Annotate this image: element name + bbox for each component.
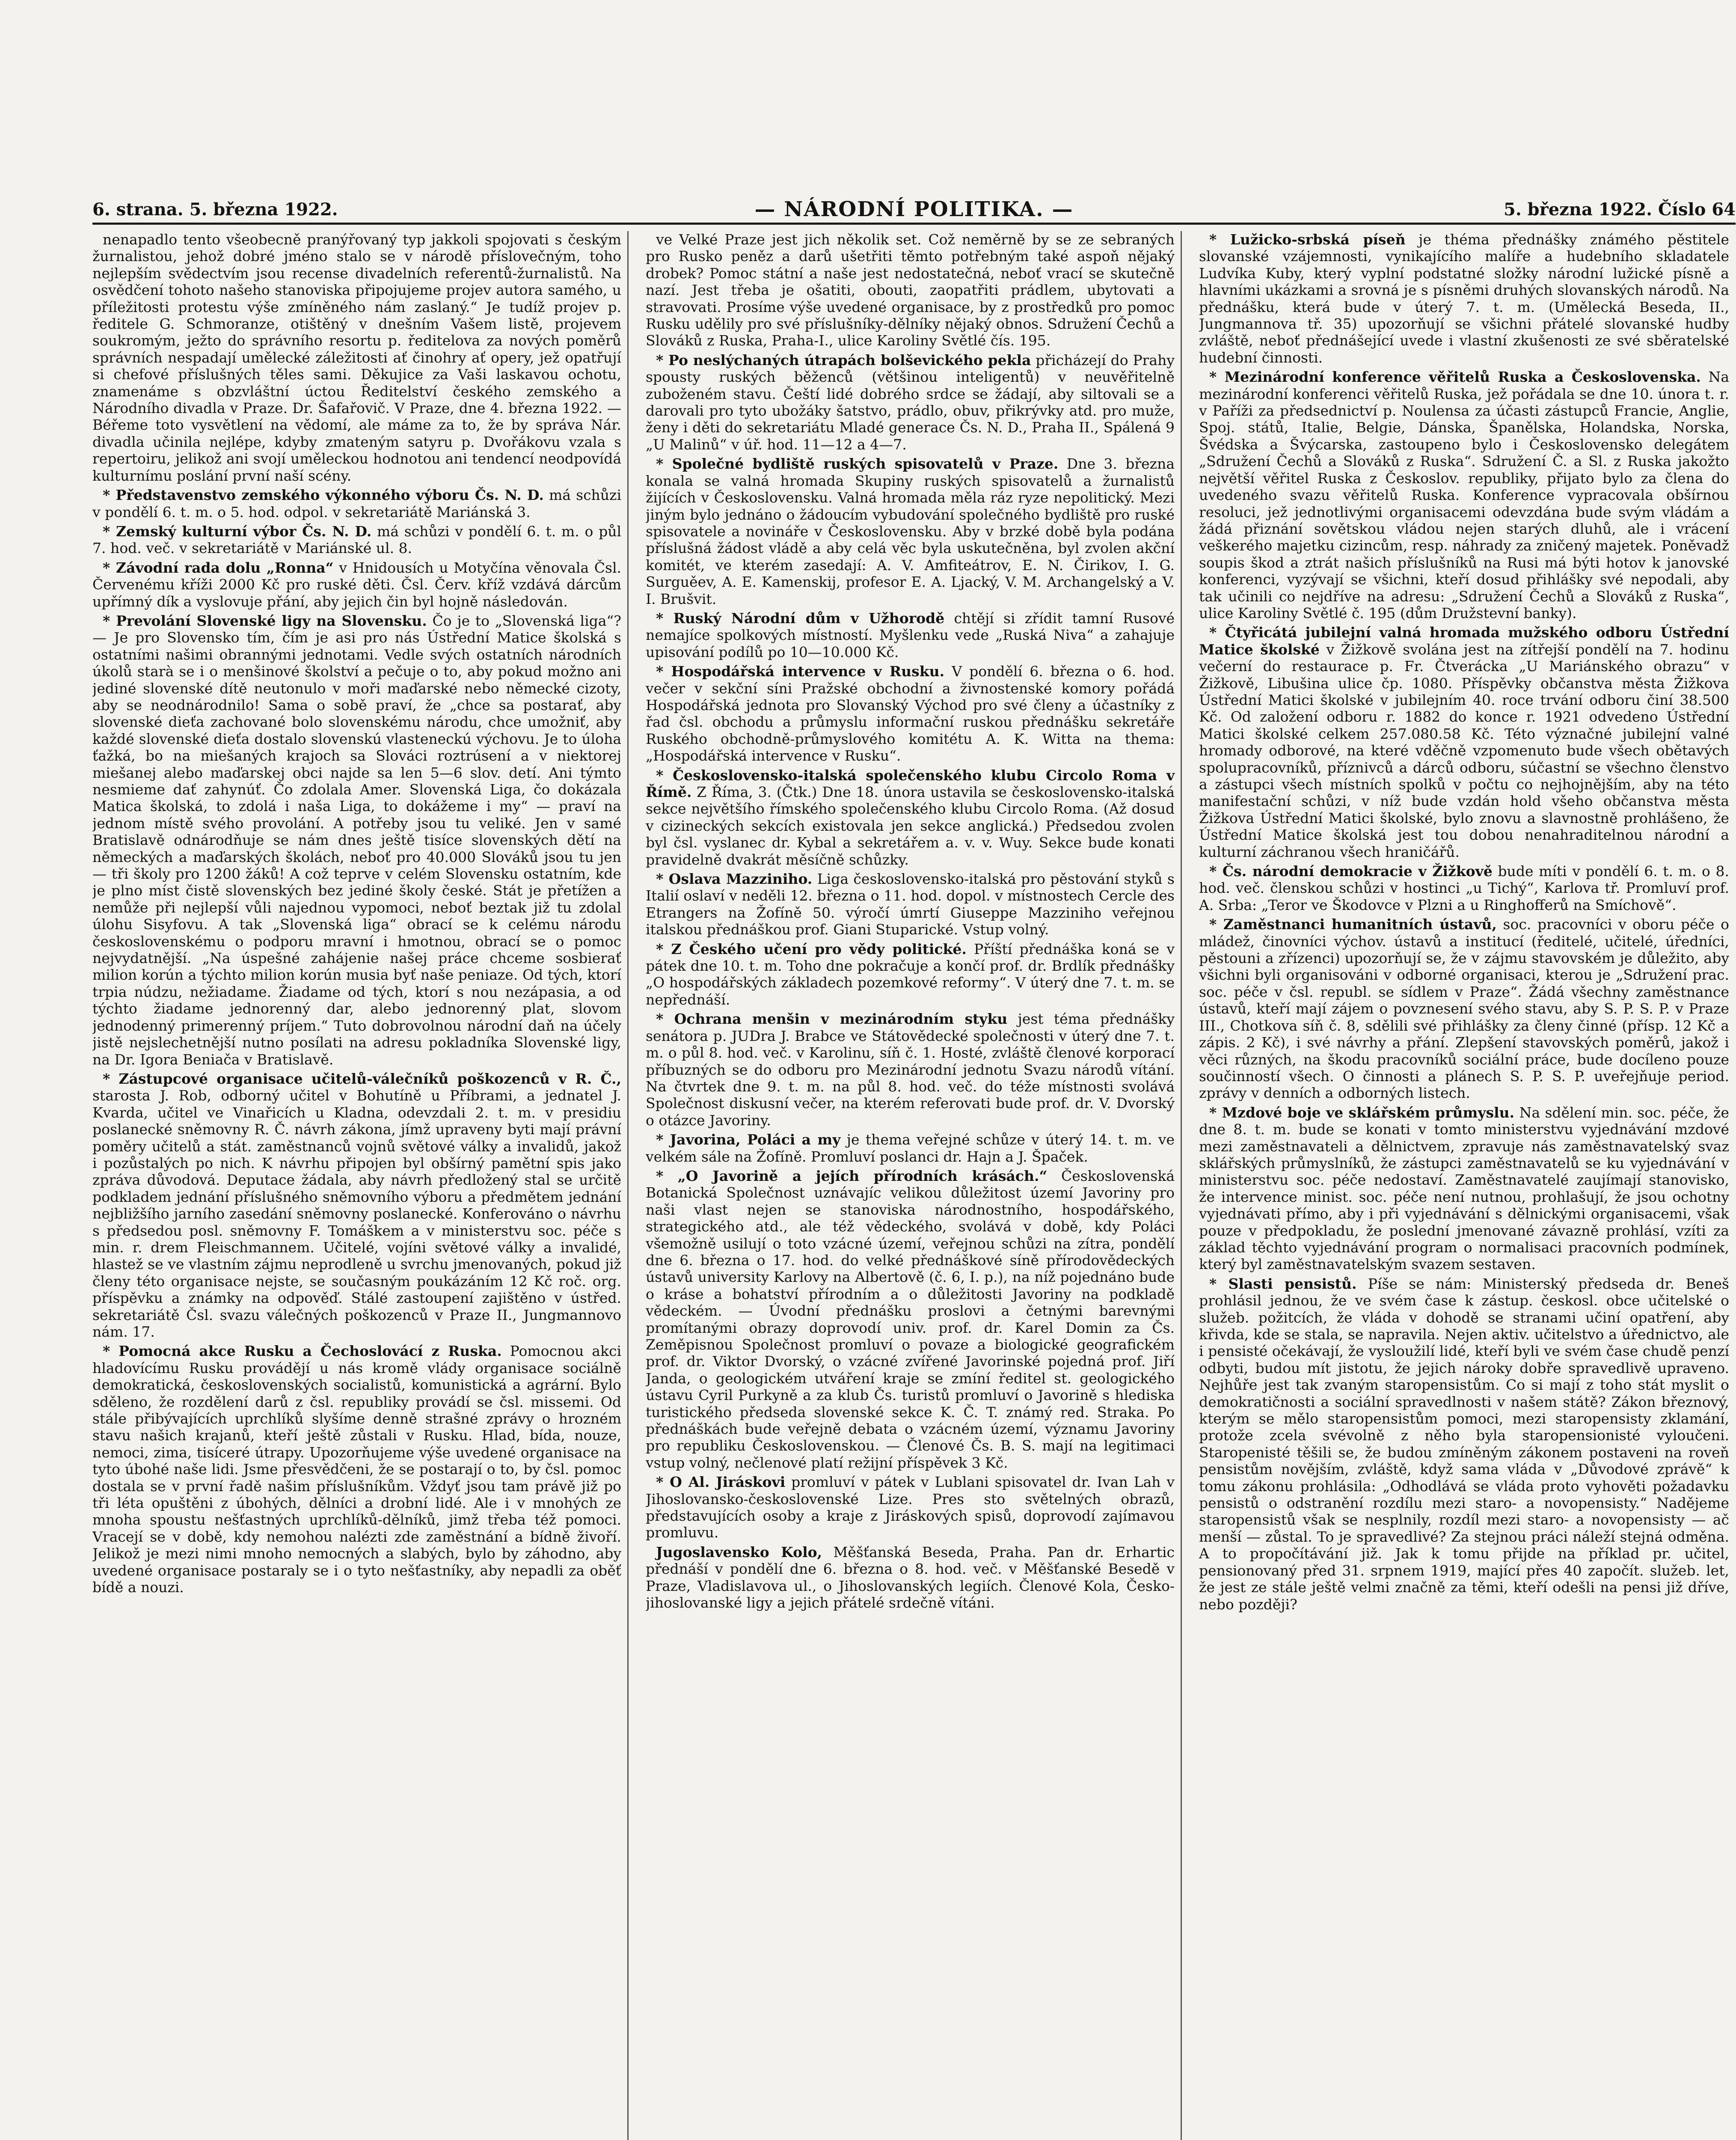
news-item-text: soc. pracovníci v oboru péče o mládež, činovníci výchov. ústavů a institucí (ředitelé, učitelé, úředníci, pěstouni a zřízenci) upozorňují se, že v zájmu stavovském je důležito, aby všichni byli organisováni v odborné organisaci, kterou je „Sdružení prac. soc. péče v čsl. republ. se sídlem v Praze“. Žádá všechny zaměstnance ústavů, kteří mají zájem o povznesení svého stavu, aby S. P. S. P. v Praze III., Chotkova síň č. 8, sdělili své přihlášky za členy činné (přísp. 12 Kč a zápis. 2 Kč), i své návrhy a přání. Zlepšení stavovských poměrů, jakož i věci různých, na škodu pracovníků sociální práce, bude docíleno pouze součinností všech. O činnosti a plánech S. P. S. P. uveřejňuje period. zprávy v denních a odborných listech. [1199, 916, 1729, 1102]
news-item-text: Pomocnou akci hladovícímu Rusku provádějí u nás kromě vlády organisace sociálně demokratická, československých socialistů, komunistická a agrární. Bylo sděleno, že rozdělení darů z čsl. republiky provádí se čsl. missemi. Od stále přibývajících uprchlíků slyšíme denně strašné zprávy o hrozném stavu našich krajanů, kteří ještě zůstali v Rusku. Hlad, bída, nouze, nemoci, zima, tisíceré útrapy. Upozorňujeme výše uvedené organisace na tyto úbohé naše lidi. Jsme přesvědčeni, že se postarají o to, by čsl. pomoc dostala se v první řadě našim příslušníkům. Vždyť jsou tam právě již po tři léta opuštěni z úbohých, dělníci a drobní lidé. Ale i v mnohých ze mnoha spoustu nešťastných uprchlíků-dělníků, jimž třeba též pomoci. Vracejí se v době, kdy nemohou nalézti zde zaměstnání a bídně živoří. Jelikož je mezi nimi mnoho nemocných a slabých, bylo by záhodno, aby uvedené organisace postaraly se i o tyto nešťastníky, aby nepadli za oběť bídě a nouzi. [92, 1343, 621, 1596]
news-item-heading: * Společné bydliště ruských spisovatelů v Praze. [656, 455, 1059, 473]
news-item [646, 231, 1175, 349]
news-item-text: Liga československo-italská pro pěstování styků s Italií oslaví v neděli 12. března o 11. hod. dopol. v místnostech Cercle des Etrangers na Žofíně 50. výročí úmrtí Giuseppe Mazziniho veřejnou italskou přednáškou prof. Giani Stuparické. Vstup volný. [646, 871, 1175, 938]
news-item-heading: * Zaměstnanci humanitních ústavů, [1209, 916, 1497, 933]
news-item [646, 610, 1175, 660]
news-item-heading: * Zemský kulturní výbor Čs. N. D. [103, 523, 372, 540]
issue-date-number: 5. března 1922. Číslo 64 [1503, 199, 1736, 220]
news-item-text: Na sdělení min. soc. péče, že dne 8. t. m. bude se konati v tomto ministerstvu vyjednávání mzdové mezi zaměstnavateli a dělnictvem, zpravuje nás zaměstnavatelský svaz sklářských průmyslníků, že zástupci zaměstnavatelů se ku vyjednávání v ministerstvu soc. péče nedostaví. Zaměstnavatelé zaujímají stanovisko, že intervence minist. soc. péče není nutnou, prohlašují, že jsou ochotny vyjednávati přímo, aby i při vyjednávání s dělnickými organisacemi, však pouze v předpokladu, že poslední jmenované závazně prohlásí, vzíti za základ těchto vyjednávání program o normalisaci pracovních podmínek, který byl zaměstnavatelským svazem sestaven. [1199, 1104, 1729, 1273]
news-item [92, 1343, 621, 1596]
news-item-text: Na mezinárodní konferenci věřitelů Ruska, jež pořádala se dne 10. února t. r. v Paříži za předsednictví p. Noulensa za účasti zástupců Francie, Anglie, Spoj. států, Italie, Belgie, Dánska, Španělska, Holandska, Norska, Švédska a Švýcarska, zastoupeno bylo i Československo delegátem „Sdružení Čechů a Slováků z Ruska“. Sdružení Č. a Sl. z Ruska jakožto největší věřitel Ruska z Českoslov. republiky, přijato bylo za člena do uvedeného svazu věřitelů Ruska. Konference vypracovala obšírnou resoluci, jež jednotlivými organisacemi odevzdána bude svým vládám a žádá přiznání sovětskou vládou nejen starých dluhů, ale i vrácení veškerého majetku cizincům, resp. náhrady za zničený majetek. Poněvadž soupis škod a ztrát našich příslušníků na Rusi má býti hotov k janovské konferenci, vyzývají se všichni, kteří dosud přihlášky své nepodali, aby tak učinili co nejdříve na adresu: „Sdružení Čechů a Slováků z Ruska“, ulice Karoliny Světlé č. 195 (dům Družstevní banky). [1199, 369, 1729, 621]
news-item-text: jest téma přednášky senátora p. JUDra J. Brabce ve Státovědecké společnosti v úterý dne 7. t. m. o půl 8. hod. več. v Karolinu, síň č. 1. Hosté, zvláště členové korporací příbuzných se do odboru pro Mezinárodní jednotu Svazu národů vítání. Na čtvrtek dne 9. t. m. na půl 8. hod. več. do téže místnosti svolává Společnost diskusní večer, na kterém referovati bude prof. dr. V. Dvorský o otázce Javoriny. [646, 1011, 1175, 1129]
news-item-text: má schůzi v pondělí 6. t. m. o půl 7. hod. več. v sekretariátě v Mariánské ul. 8. [92, 523, 622, 557]
news-item [646, 871, 1175, 938]
news-item-text: starosta J. Rob, odborný učitel v Bohutíně u Příbrami, a jednatel J. Kvarda, učitel ve Vinařicích u Kladna, odevzdali 2. t. m. v presidiu poslanecké sněmovny R. Č. návrh zákona, jímž upraveny byti mají právní poměry učitelů a stát. zaměstnanců vojnů světové války a invalidů, jakož i pozůstalých po nich. K návrhu připojen byl obšírný pamětní spis jako zpráva důvodová. Deputace žádala, aby návrh předložený stal se určitě podkladem jednání příslušného sněmovního výboru a předmětem jednání nejbližšího jarního zasedání sněmovny poslanecké. Konferováno o návrhu s předsedou posl. sněmovny F. Tomáškem a v ministerstvu soc. péče s min. r. drem Fleischmannem. Učitelé, vojíni světové války a invalidé, hlastež se ve vlastním zájmu neprodleně u svrchu jmenovaných, pokud již členy této organisace nejste, se současným poukázáním 12 Kč roč. org. příspěvku a známky na odpověď. Stálé zastoupení zajištěno v ústřed. sekretariátě Čsl. svazu válečných poškozenců v Praze II., Jungmannovo nám. 17. [92, 1087, 621, 1340]
news-item-text: nenapadlo tento všeobecně pranýřovaný typ jakkoli spojovati s českým žurnalistou, jehož dobré jméno stalo se v národě příslovečným, toho nejlepším svědectvím jsou recense divadelních referentů-žurnalistů. Na osvědčení tohoto našeho stanoviska připojujeme projev autora samého, u příležitosti protestu výše zmíněného nám zaslaný.“ Je tudíž projev p. ředitele G. Schmoranze, otištěný v dnešním Vašem listě, projevem soukromým, ježto do správního resortu p. ředitelova za nových poměrů správních nespadají umělecké záležitosti ať činohry ať opery, jež opatřují si chefové příslušných těles sami. Děkujice za Vaši laskavou ochotu, znamenáme s obzvláštní úctou Ředitelství českého zemského a Národního divadla v Praze. Dr. Šafařovič. V Praze, dne 4. března 1922. — Béřeme toto vysvětlení na vědomí, ale máme za to, že by správa Nár. divadla učinila nejlépe, kdyby zmateným satyru p. Dvořákovu vzala s repertoiru, jelikož ani svojí uměleckou hodnotou ani tendencí neodpovídá kulturnímu poslání první naší scény. [92, 231, 621, 484]
news-item-text: Dne 3. března konala se valná hromada Skupiny ruských spisovatelů a žurnalistů žijících v Československu. Valná hromada měla ráz ryze nepolitický. Mezi jiným bylo jednáno o žádoucím vybudování společného bydliště pro ruské spisovatele a novináře v Československu. Aby v brzké době byla podána příslušná žádost vládě a aby celá věc byla uskutečněna, byl zvolen akční komitét, ve kterém zasedají: A. V. Amfiteátrov, E. N. Čirikov, I. G. Surguěev, A. E. Kamenskij, profesor E. A. Ljacký, V. M. Archangelský a V. I. Brušvit. [646, 455, 1175, 607]
news-item [646, 1474, 1175, 1541]
news-item-text: bude míti v pondělí 6. t. m. o 8. hod. več. členskou schůzi v hostinci „u Tichý“, Karlova tř. Promluví prof. A. Srba: „Teror ve Škodovce v Plzni a u Ringhofferů na Smíchově“. [1199, 863, 1729, 913]
news-item-text: má schůzi v pondělí 6. t. m. o 5. hod. odpol. v sekretariátě Mariánská 3. [92, 487, 621, 520]
news-item-heading: * Čtyřicátá jubilejní valná hromada mužského odboru Ústřední Matice školské [1199, 624, 1729, 658]
news-item-heading: * Prevolání Slovenské ligy na Slovensku. [103, 612, 427, 629]
newspaper-page [92, 196, 1736, 2140]
news-item-heading: Jugoslavensko Kolo, [656, 1543, 822, 1560]
news-item [646, 455, 1175, 607]
news-item [92, 523, 621, 557]
news-item [646, 1168, 1175, 1471]
article-columns [92, 231, 1736, 2140]
column-2 [646, 231, 1182, 2140]
news-item-heading: * Lužicko-srbská píseň [1209, 231, 1406, 248]
news-item-heading: * Pomocná akce Rusku a Čechoslovácí z Ruska. [103, 1343, 502, 1360]
news-item-text: je théma přednášky známého pěstitele slovanské vzájemnosti, vynikajícího malíře a hudebního skladatele Ludvíka Kuby, který vyplní podstatné složky národní lužické písně a hlavními ukázkami a srovná je s písněmi druhých slovanských národů. Na přednášku, která bude v úterý 7. t. m. (Umělecká Beseda, II., Jungmannova tř. 35) upozorňují se všichni přátelé slovanské hudby zvláště, neboť přednášející uvede i vlastní zkušenosti ze své sběratelské hudební činnosti. [1199, 231, 1729, 366]
news-item-heading: * Po neslýchaných útrapách bolševického pekla [656, 351, 1031, 369]
news-item-heading: * O Al. Jiráskovi [656, 1474, 786, 1491]
news-item [92, 231, 621, 484]
news-item-heading: * Čs. národní demokracie v Žižkově [1209, 863, 1493, 880]
news-item-heading: * Představenstvo zemského výkonného výboru Čs. N. D. [103, 487, 544, 504]
news-item-text: přicházejí do Prahy spousty ruských běženců (většinou inteligentů) v neuvěřitelně zuboženém stavu. Čeští lidé dobrého srdce se žádají, aby siltovali se a darovali pro tyto ubožáky šatstvo, prádlo, obuv, přikrývky atd. pro muže, ženy i děti do sekretariátu Mladé generace Čs. N. D., Praha II., Spálená 9 „U Malinů“ v úř. hod. 11—12 a 4—7. [646, 351, 1175, 453]
news-item [92, 487, 621, 520]
news-item-text: promluví v pátek v Lublani spisovatel dr. Ivan Lah v Jihoslovansko-československé Lize. Pres sto světelných obrazů, představujících osoby a kraje z Jiráskových spisů, doprovodí zajímavou promluvu. [646, 1474, 1175, 1541]
news-item [92, 559, 621, 610]
news-item [1199, 369, 1729, 621]
news-item-text: Píše se nám: Ministerský předseda dr. Beneš prohlásil jednou, že ve svém čase k zástup. českosl. obce učitelské o služeb. požitcích, že vláda v dohodě se stranami učiní opatření, aby křivda, kde se stala, se napravila. Nejen aktiv. učitelstvo a úřednictvo, ale i pensisté očekávají, že vysloužilí lidé, kteří byli ve svém čase chudě penzí odbyti, budou mít jistotu, že jejich nároky dobře spravedlivě upraveno. Nejhůře jest tak zvaným staropensistům. Co si mají z toho stát myslit o demokratičnosti a sociální spravedlnosti v našem státě? Zákon březnový, kterým se mělo staropensistům pomoci, mezi staropensisty zklamání, protože zcela svévolně z něho byla staropensionisté vyloučeni. Staropenisté těšili se, že budou zmíněným zákonem postaveni na roveň pensistům novějším, zvláště, když sama vláda v „Důvodové zprávě“ k tomu zákonu prohlásila: „Odhodlává se vláda proto vyhověti požadavku pensistů o odstranění rozdílu mezi staro- a novopensisty.“ Nadějeme staropensistů však se nesplnily, rozdíl mezi staro- a novopensisty — ač menší — zůstal. To je spravedlivé? Za stejnou práci náleží stejná odměna. A to propočítávání již. Jak k tomu přijde na příklad pr. učitel, pensionovaný před 31. srpnem 1919, mající přes 40 započít. služeb. let, že jest ze stále ještě velmi značně za těmi, kteří odešli na pensi již dříve, nebo později? [1199, 1275, 1729, 1613]
news-item-heading: * Mzdové boje ve sklářském průmyslu. [1209, 1104, 1515, 1121]
news-item-text: ve Velké Praze jest jich několik set. Což neměrně by se ze sebraných pro Rusko peněz a darů ušetřiti těmto potřebným také aspoň nějaký drobek? Pomoc státní a naše jest nedostatečná, neboť vrací se skutečně nazí. Jest třeba je ošatiti, obouti, zaopatřiti prádlem, ubytovati a stravovati. Prosíme výše uvedené organisace, by z prostředků pro pomoc Rusku udělily pro své příslušníky-dělníky nějaký obnos. Sdružení Čechů a Slováků z Ruska, Praha-I., ulice Karoliny Světlé čís. 195. [646, 231, 1175, 349]
news-item [646, 663, 1175, 764]
news-item-text: v Žižkově svolána jest na zítřejší pondělí na 7. hodinu večerní do restaurace p. Fr. Čtverácka „U Mariánského obrazu“ v Žižkově, Libušina ulice čp. 1080. Příspěvky občanstva města Žižkova Ústřední Matici školské v jubilejním 40. roce trvání odboru činí 38.500 Kč. Od založení odboru r. 1882 do konce r. 1921 odvedeno Ústřední Matici školské celkem 257.080.58 Kč. Této význačné jubilejní valné hromady odborové, na které vděčně vzpomenuto bude všech obětavých spolupracovníků, příznivců a dárců odboru, súčastní se všechno členstvo a zástupci všech místních spolků v počtu co nejhojnějším, aby na této manifestační schůzi, v níž bude vzdán hold všeho občanstva města Žižkova Ústřední Matici školské, bylo znovu a slavnostně prohlášeno, že Ústřední Matice školská jest tou dobou nenahraditelnou národní a kulturní záchranou všech hraničářů. [1199, 641, 1729, 860]
news-item [1199, 231, 1729, 366]
column-1 [92, 231, 629, 2140]
column-3 [1199, 231, 1735, 2140]
news-item-heading: * Z Českého učení pro vědy politické. [656, 940, 967, 957]
news-item-heading: * Zástupcové organisace učitelů-válečníků poškozenců v R. Č., [103, 1070, 621, 1087]
news-item-heading: * Československo-italská společenského klubu Circolo Roma v Římě. [646, 767, 1175, 800]
news-item-heading: * Mezinárodní konference věřitelů Ruska a Československa. [1209, 369, 1701, 386]
news-item-heading: * Ochrana menšin v mezinárodním styku [656, 1011, 1008, 1028]
news-item-heading: * Závodní rada dolu „Ronna“ [103, 559, 334, 576]
news-item-heading: * Hospodářská intervence v Rusku. [656, 663, 945, 680]
page-number-date: 6. strana. 5. března 1922. [92, 199, 338, 220]
news-item-heading: * „O Javorině a jejích přírodních krásách.“ [656, 1167, 1048, 1184]
news-item-text: v Hnidousích u Motyčína věnovala Čsl. Červenému kříži 2000 Kč pro ruské děti. Čsl. Červ. kříž vzdává dárcům upřímný dík a vyslovuje přání, aby jejich čin byl hojně následován. [92, 559, 622, 610]
news-item [646, 941, 1175, 1008]
news-item-heading: * Oslava Mazziniho. [656, 871, 813, 888]
news-item [1199, 916, 1729, 1101]
news-item-text: Příští přednáška koná se v pátek dne 10. t. m. Toho dne pokračuje a končí prof. dr. Brdlík přednášky „O hospodářských základech pozemkové reformy“. V úterý dne 7. t. m. se nepřednáší. [646, 940, 1175, 1008]
news-item [92, 1070, 621, 1340]
news-item-text: Měšťanská Beseda, Praha. Pan dr. Erhartic přednáší v pondělí dne 6. března o 8. hod. več. v Měšťanské Besedě v Praze, Vladislavova ul., o Jihoslovanských legiích. Členové Kola, Česko-jihoslovanské ligy a jejich přátelé srdečně vítáni. [646, 1543, 1175, 1611]
running-head [92, 196, 1736, 225]
news-item [646, 1131, 1175, 1165]
news-item [646, 1544, 1175, 1611]
news-item-text: Čo je to „Slovenská liga“? — Je pro Slovensko tím, čím je asi pro nás Ústřední Matice školská s ostatními našimi obrannými jednotami. Vedle svých ostatních národních úkolů starà se i o menšinové školství a pečuje o to, aby pokud možno ani jediné slovenské dítě neutonulo v moři maďarské nebo německé cizoty, aby se neodnárodnilo! Sama o sobě praví, že „chce sa postarať, aby slovenské dieťa zachované bolo slovenskému národu, chce umožniť, aby každé slovenské dieťa dostalo slovenskú vlasteneckú výchovu. Je to úloha ťažká, bo na miešaných krajoch sa Slováci roztrúsení a v niektorej miešanej alebo maďarskej obci najde sa len 5—6 slov. detí. Ani týmto nesmieme dať zahynúť. Čo zdolala Amer. Slovenská Liga, čo dokázala Matica školská, to zdolá i naša Liga, to dokážeme i my“ — praví na jednom místě svého provolání. A potřeby jsou tu veliké. Jen v samé Bratislavě odnárodňuje se nám dnes ještě tisíce slovenských dětí na německých a maďarských školách, neboť pro 40.000 Slováků jsou tu jen — tři školy pro 1200 žáků! A což teprve v celém Slovensku ostatním, kde je plno míst čistě slovenských bez jediné školy české. Stát je přetížen a nemůže při nejlepší vůli najednou vypomoci, neboť beztak již tu zdolal úlohu Sisyfovu. A tak „Slovenská liga“ obrací se k celému národu československému o podporu mravní i hmotnou, obrací se o pomoc nejvydatnější. „Na úspešné zahájenie našej práce chceme sosbierať milion korún a týchto milion korún musia byť naše peniaze. Od tých, ktorí trpia núdzu, nežiadame. Žiadame od tých, ktorí s nou nezápasia, a od týchto žiadame jednorenný dar, alebo jednorenný plat, slovom jednodenný primerenný príjem.“ Tuto dobrovolnou národní daň na účely jistě nejslechetnější nutno posílati na adresu pokladníka Slovenské ligy, na Dr. Igora Beniača v Bratislavě. [92, 612, 621, 1068]
news-item [646, 1011, 1175, 1129]
news-item [1199, 1104, 1729, 1273]
news-item-text: chtějí si zřídit tamní Rusové nemajíce spolkových místností. Myšlenku vede „Ruská Niva“ a zahajuje upisování podílů po 10—10.000 Kč. [646, 609, 1175, 660]
news-item [646, 352, 1175, 453]
news-item-heading: * Javorina, Poláci a my [656, 1131, 841, 1148]
news-item [1199, 624, 1729, 860]
news-item [92, 612, 621, 1068]
news-item-text: Z Říma, 3. (Čtk.) Dne 18. února ustavila se československo-italská sekce největšího římského společenského klubu Circolo Roma. (Až dosud v cizineckých sekcích existovala jen sekce anglická.) Předsedou zvolen byl čsl. vyslanec dr. Kybal a sekretářem a. v. v. Wuy. Sekce bude konati pravidelně dvakrát měsíčně schůzky. [646, 784, 1175, 868]
news-item-text: je thema veřejné schůze v úterý 14. t. m. ve velkém sále na Žofíně. Promluví poslanci dr. Hajn a J. Špaček. [646, 1131, 1175, 1165]
news-item-text: Československá Botanická Společnost uznávajíc velikou důležitost území Javoriny pro naši vlast nejen se stanoviska národnostního, hospodářského, strategického atd., ale též vědeckého, svolává v době, kdy Poláci všemožně usilují o toto vzácné území, veřejnou schůzi na zítra, pondělí dne 6. března o 17. hod. do velké přednáškové síně přírodovědeckých ústavů university Karlovy na Albertově (č. 6, I. p.), na níž pojednáno bude o kráse a bohatství přírodním a o důležitosti Javoriny na podkladě vědeckém. — Úvodní přednášku proslovi a četnými barevnými promítanými obrazy doprovodí univ. prof. dr. Karel Domin za Čs. Zeměpisnou Společnost promluví o povaze a biologické geografickém prof. dr. Viktor Dvorský, o vzácné zvířené Javorinské pojedná prof. Jiří Janda, o geologickém utváření kraje se zmíní ředitel st. geologického ústavu Cyril Purkyně a za klub Čs. turistů promluví o Javorině s hlediska turistického předseda slovenské sekce K. Č. T. známý red. Straka. Po přednáškách bude veřejně debata o vzácném území, významu Javoriny pro republiku Československou. — Členové Čs. B. S. mají na legitimaci vstup volný, nečlenové platí režijní příspěvek 3 Kč. [646, 1167, 1175, 1471]
news-item [1199, 863, 1729, 913]
news-item [1199, 1275, 1729, 1613]
news-item [646, 767, 1175, 868]
news-item-heading: * Slasti pensistů. [1209, 1275, 1357, 1292]
masthead-title: — NÁRODNÍ POLITIKA. — [754, 197, 1074, 221]
news-item-text: V pondělí 6. března o 6. hod. večer v sekční síni Pražské obchodní a živnostenské komory pořádá Hospodářská jednota pro Slovanský Východ pro své členy a účastníky z řad čsl. obchodu a průmyslu informační ruskou přednášku sekretáře Ruského obchodně-průmyslového komitétu A. K. Witta na thema: „Hospodářská intervence v Rusku“. [646, 663, 1175, 764]
news-item-heading: * Ruský Národní dům v Užhorodě [656, 609, 945, 627]
